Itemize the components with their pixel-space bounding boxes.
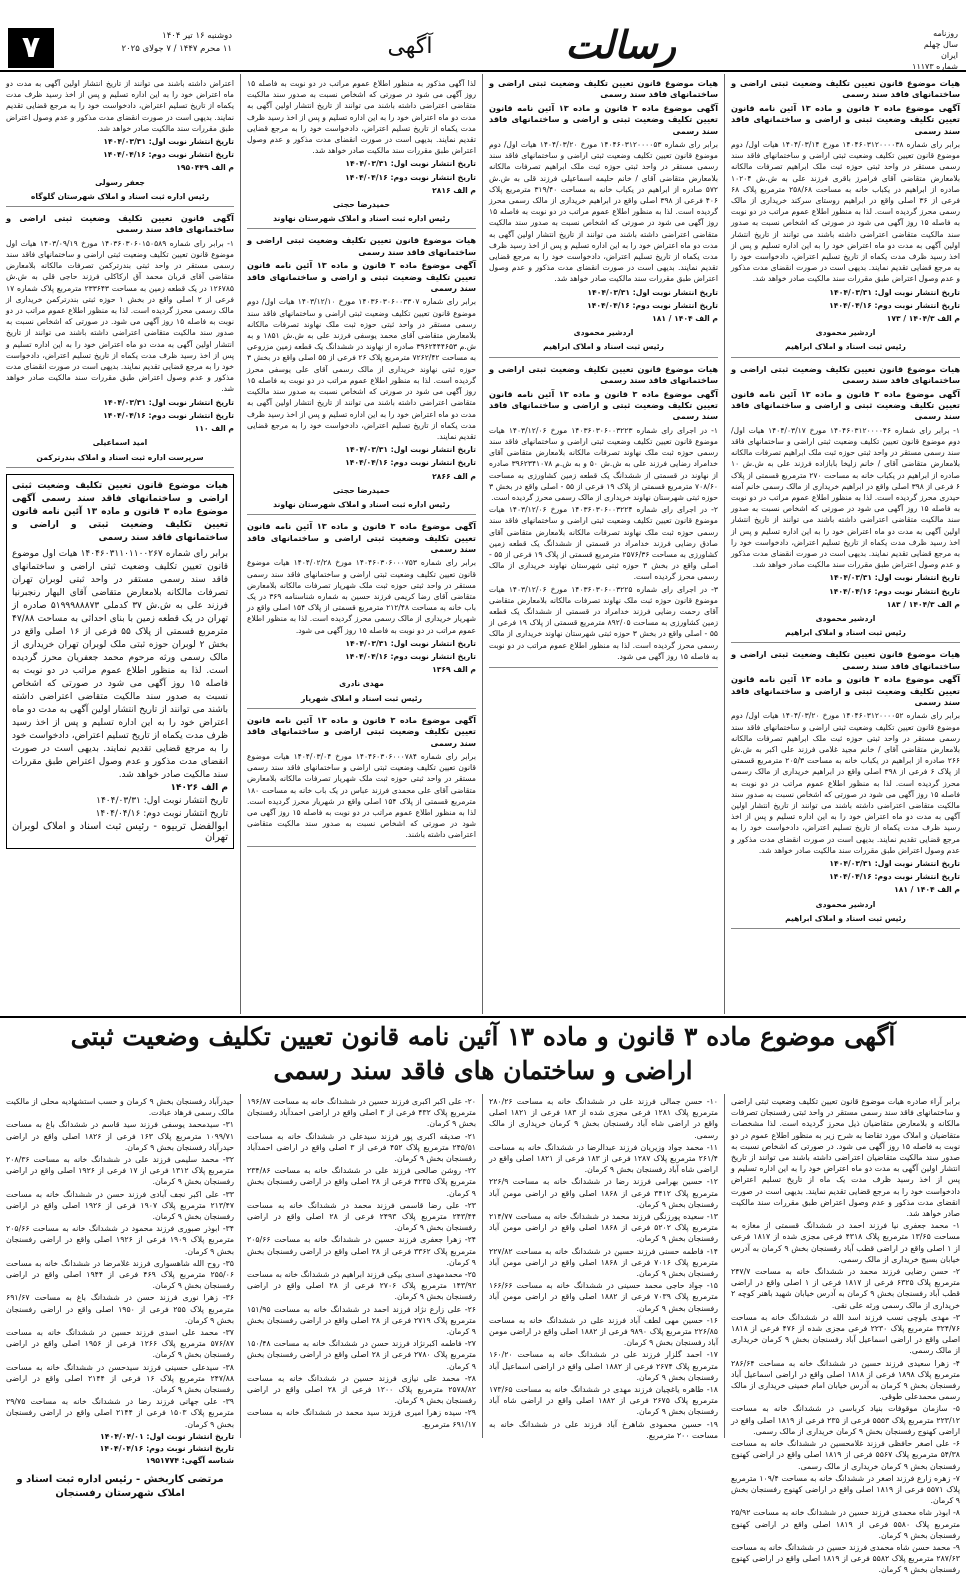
list-item: ۲۳- علی رضا قاسمی فرزند محمد در ششدانگ خانه به مساحت ۲۴۳/۴۴ مترمربع پلاک ۲۴۹۳ فرعی از ۲۸ اصلی واقع در اراضی رفسنجان بخش ۹ کرمان. (247, 1200, 477, 1233)
notice-code: م الف ۱۴۰۲۶ (170, 782, 228, 793)
list-item: ۱۵- جواد حاجی محمد حسینی در ششدانگ خانه به مساحت ۱۶۶/۶۶ مترمربع پلاک ۷۰۳۹ فرعی از ۱۸۸۲ اصلی واقع در اراضی مومن آباد رفسنجان بخش ۹ کرمان. (489, 1281, 719, 1313)
notice-signer-title: سرپرست اداره ثبت اسناد و املاک بندرترکمن (36, 452, 204, 462)
notice-body: برابر رای شماره ۱۴۰۴۶۰۳۱۲۰۰۰۰۵۳ مورخ ۱۴۰۴/۰۳/۲۰ هیات اول/ دوم موضوع قانون تعیین تکلیف وضعیت ثبتی اراضی و ساختمانهای فاقد سند رسمی مستقر در واحد ثبتی حوزه ثبت ملک ابراهیم تصرفات مالکانه بلامعارض متقاضی آقای / خانم حلیمه اسماعیلی فرزند قلی به ش.ش ۵۷۲ صادره از ابراهیم در یکباب خانه به مساحت ۳۱۹/۴۰ مترمربع پلاک ۴۰۶ فرعی از ۳۹۸ اصلی واقع در ابراهیم خریداری از مالک رسمی محرز گردیده است. لذا به منظور اطلاع عموم مراتب در دو نوبت به فاصله ۱۵ روز آگهی می شود در صورتی که اشخاص نسبت به صدور سند مالکیت متقاضی اعتراضی داشته باشند می توانند از تاریخ انتشار اولین آگهی به مدت دو ماه اعتراض خود را به این اداره تسلیم و پس از اخذ رسید ظرف مدت یکماه از تاریخ تسلیم اعتراض، دادخواست خود را به مرجع قضایی تقدیم نمایند. بدیهی است در صورت انقضای مدت مذکور و عدم وصول اعتراض طبق مقررات سند مالکیت صادر خواهد شد. (489, 140, 718, 284)
item-list (6, 1096, 234, 1430)
notice-code: م الف ۱۹۵۰۴۴۹ (176, 163, 234, 173)
notice-body: برابر رای شماره ۱۴۰۴۶۰۳۱۱۰۱۱۰۰۲۶۷ هیات اول موضوع قانون تعیین تکلیف وضعیت ثبتی اراضی و ساختمانهای فاقد سند رسمی مستقر در واحد ثبتی لوبران تهران تصرفات مالکانه بلامعارض متقاضی آقای الیهار رنجبرنیا فرزند علی به ش.ش ۳۷ کدملی ۵۱۹۹۹۸۸۸۷۳ صادره از تهران در یک قطعه زمین با بنای احداثی به مساحت ۴۷/۸۸ مترمربع قسمتی از پلاک ۵۵ فرعی از ۱۶ اصلی واقع در بخش ۲ لوبران حوزه ثبتی ملک لوبران تهران خریداری از مالک رسمی ورثه مرحوم محمد جعفریان محرز گردیده است. لذا به منظور اطلاع عموم مراتب در دو نوبت به فاصله ۱۵ روز آگهی می شود در صورتی که اشخاص نسبت به صدور سند مالکیت متقاضی اعتراضی داشته باشند می توانند از تاریخ انتشار اولین آگهی به مدت دو ماه اعتراض خود را به این اداره تسلیم و پس از اخذ رسید ظرف مدت یکماه از تاریخ تسلیم اعتراض، دادخواست خود را به مرجع قضایی تقدیم نمایند. بدیهی است در صورت انقضای مدت مذکور و عدم وصول اعتراض طبق مقررات سند مالکیت صادر خواهد شد. (12, 548, 229, 780)
notice (247, 78, 476, 229)
notice-column-3 (240, 74, 482, 1014)
notice-subtitle: آگهی موضوع ماده ۳ قانون و ماده ۱۳ آئین نامه قانون تعیین تکلیف وضعیت ثبتی و اراضی و ساختمانهای فاقد سند رسمی (731, 102, 960, 136)
notice-signer: مهدی نادری (339, 679, 384, 689)
list-item: ۹- محمد حسن شاه محمدی فرزند حسین در ششدانگ خانه به مساحت ۲۸۷/۶۳ مترمربع پلاک ۵۵۸۲ فرعی از ۱۸۱۹ اصلی واقع در اراضی کهنوج رفسنجان بخش ۹ کرمان. (731, 1542, 960, 1575)
list-item: ۲۴- زهرا جعفری فرزند حسین در ششدانگ خانه به مساحت ۲۰۵/۶۶ مترمربع پلاک ۳۳۶۲ فرعی از ۲۸ اصلی واقع در اراضی رفسنجان بخش ۹ کرمان. (247, 1235, 477, 1267)
notice-date-1: تاریخ انتشار نوبت اول: ۱۴۰۴/۰۳/۳۱ (345, 445, 476, 455)
list-item: ۱۴- فاطمه حسنی فرزند حسین در ششدانگ خانه به مساحت ۲۲۷/۸۲ مترمربع پلاک ۷۰۱۶ فرعی از ۱۸۶۸ اصلی واقع در اراضی مومن آباد رفسنجان بخش ۹ کرمان. (489, 1246, 719, 1279)
notice-signer-title: رئیس اداره ثبت اسناد و املاک شهرستان گلوگاه (30, 191, 210, 201)
notice-subtitle: آگهی موضوع ماده ۳ قانون و ماده ۱۳ آئین نامه قانون تعیین تکلیف وضعیت ثبتی و اراضی و ساختمانهای فاقد سند رسمی (489, 388, 718, 422)
notice-date-1: تاریخ انتشار نوبت اول: ۱۴۰۴/۰۳/۳۱ (829, 287, 960, 297)
notice-column-2 (482, 74, 724, 1014)
notice-signer-title: رئیس ثبت اسناد و املاک ابراهیم (785, 913, 906, 923)
big-notice-column-3 (240, 1094, 482, 1438)
notice-date-2: تاریخ انتشار نوبت دوم: ۱۴۰۴/۰۴/۱۶ (587, 300, 718, 310)
notice (6, 78, 234, 207)
masthead (0, 0, 966, 72)
notice-code: م الف ۱۳۶۹ (432, 665, 476, 675)
notice-body: لذا آگهی مذکور به منظور اطلاع عموم مراتب در دو نوبت به فاصله ۱۵ روز آگهی می شود در صورتی که اشخاص نسبت به صدور سند مالکیت متقاضی اعتراضی داشته باشند می توانند از تاریخ انتشار اولین آگهی به مدت دو ماه اعتراض خود را به این اداره تسلیم و پس از اخذ رسید ظرف مدت یکماه از تاریخ تسلیم اعتراض، دادخواست خود را به مرجع قضایی تقدیم نمایند. بدیهی است در صورت انقضای مدت مذکور و عدم وصول اعتراض طبق مقررات سند مالکیت صادر خواهد شد. (247, 79, 476, 156)
notice (731, 78, 960, 358)
notice-title: هیات موضوع قانون تعیین تکلیف وضعیت ثبتی اراضی و ساختمانهای فاقد سند رسمی (731, 78, 960, 100)
list-item: ۴- زهرا سعیدی فرزند حسین در ششدانگ خانه به مساحت ۲۸۶/۶۴ مترمربع پلاک ۱۸۹۸ فرعی از ۱۸۱۸ اصلی واقع در اراضی اسماعیل آباد رفسنجان بخش ۹ کرمان به آدرس خیابان امام خمینی خریداری از مالک رسمی محمدعلی طوقی. (731, 1358, 961, 1402)
notice-date-1: تاریخ انتشار نوبت اول: ۱۴۰۴/۰۳/۳۱ (345, 638, 476, 648)
big-notice-body (0, 1094, 966, 1575)
notice-date-2: تاریخ انتشار نوبت دوم: ۱۴۰۴/۰۴/۱۶ (829, 872, 960, 882)
notice (489, 78, 718, 358)
notice-date-2: تاریخ انتشار نوبت دوم: ۱۴۰۴/۰۴/۱۶ (829, 586, 960, 596)
notice (6, 213, 234, 468)
big-notice-date-2: تاریخ انتشار نوبت دوم: ۱۴۰۴/۰۴/۱۶ (99, 1444, 234, 1454)
list-item: ۲۹- سیده زهرا امیری فرزند سید محمد در ششدانگ خانه به مساحت ۶۹۱/۱۷ مترمربع. (247, 1408, 476, 1429)
notice-column-1 (724, 74, 966, 1014)
list-item: ۳۵- روح الله شاهسواری فرزند غلامرضا در ششدانگ خانه به مساحت ۲۵۵/۰۶ مترمربع پلاک ۴۶۹ فرعی از ۱۹۴۴ اصلی واقع در اراضی رفسنجان بخش ۹ کرمان. (6, 1258, 235, 1291)
notice-signer: ابوالفضل تربیوه - رئیس ثبت اسناد و املاک لوبران تهران (12, 820, 228, 843)
boxed-notice (6, 474, 234, 849)
notice-body: ۱- برابر رای شماره ۱۴۰۳۶۰۳۰۶۰۱۵۰۵۸۹ مورخ ۱۴۰۳/۰۹/۱۹ هیات اول موضوع قانون تعیین تکلیف وضعیت ثبتی اراضی و ساختمانهای فاقد سند رسمی مستقر در واحد ثبتی بندرترکمن تصرفات مالکانه بلامعارض متقاضی آقای قربان محمد آق ارکاکلی فرزند حاجی قلی به ش.ش ۱۲۶۷۸۵ در یک قطعه زمین به مساحت ۲۳۳۶۴۳ مترمربع پلاک شماره ۱۷ فرعی از ۲ اصلی واقع در بخش ۱ حوزه ثبتی بندرترکمن خریداری از مالک رسمی محرز گردیده است. لذا به منظور اطلاع عموم مراتب در دو نوبت به فاصله ۱۵ روز آگهی می شود. در صورتی که اشخاص نسبت به صدور سند مالکیت متقاضی اعتراضی داشته باشند می توانند از تاریخ انتشار اولین آگهی به مدت دو ماه اعتراض خود را به این اداره تسلیم و پس از اخذ رسید ظرف مدت یکماه از تاریخ تسلیم اعتراض، دادخواست خود را به مرجع قضایی تقدیم نمایند. بدیهی است در صورت انقضای مدت مذکور و عدم وصول اعتراض طبق مقررات سند مالکیت صادر خواهد شد. (6, 238, 235, 394)
notice-body: ۲- در اجرای رای شماره ۱۴۰۳۶۰۳۰۶۰۰۳۲۲۴ مورخ ۱۴۰۳/۱۲/۰۶ هیات موضوع قانون تعیین تکلیف وضعیت ثبتی اراضی و ساختمانهای فاقد سند رسمی حوزه ثبت ملک نهاوند تصرفات مالکانه بلامعارض متقاضی آقای صادق رضایی فرزند خدامراد در قسمتی از ششدانگ یک قطعه زمین کشاورزی به مساحت ۲۵۷۶/۳۶ مترمربع قسمتی از پلاک ۱۹ فرعی از ۵۵ - اصلی واقع در بخش ۳ حوزه ثبتی شهرستان نهاوند خریداری از مالک رسمی محرز گردیده است. (489, 505, 718, 582)
notice-signer-title: رئیس ثبت اسناد و املاک ابراهیم (543, 342, 664, 352)
list-item: ۲۵- محمدمهدی اسدی بیکی فرزند ابراهیم در ششدانگ خانه به مساحت ۱۴۳/۹۲ مترمربع پلاک ۲۷۰۶ فرعی از ۲۸ اصلی واقع در اراضی رفسنجان بخش ۹ کرمان. (247, 1270, 477, 1302)
notice-subtitle: آگهی موضوع ماده ۳ قانون و ماده ۱۳ آئین نامه قانون تعیین تکلیف وضعیت ثبتی و اراضی و ساختمانهای فاقد سند رسمی (731, 388, 960, 422)
list-item: ۳۳- علی اکبر نجف آبادی فرزند حسن در ششدانگ خانه به مساحت ۲۱۳/۴۷ مترمربع پلاک ۱۹۰۷ فرعی از ۱۹۲۶ اصلی واقع در اراضی رفسنجان بخش ۹ کرمان. (6, 1189, 235, 1222)
list-item: ۲۷- فاطمه اکبرنژاد فرزند حسن در ششدانگ خانه به مساحت ۱۵۰/۴۸ مترمربع پلاک ۲۷۸۰ فرعی از ۲۸ اصلی واقع در اراضی رفسنجان بخش ۹ کرمان. (247, 1339, 477, 1371)
notice-title: آگهی قانون تعیین تکلیف وضعیت ثبتی اراضی و ساختمانهای فاقد سند رسمی (6, 213, 234, 235)
brand-line: ایران (941, 51, 958, 60)
list-item: ۲۶- علی زارع نژاد فرزند احمد در ششدانگ خانه به مساحت ۱۵۱/۹۵ مترمربع پلاک ۲۷۱۹ فرعی از ۲۸ اصلی واقع در اراضی رفسنجان بخش ۹ کرمان. (247, 1304, 477, 1337)
notice-code: م الف ۱۱۰ (194, 424, 234, 434)
notice-code: م الف ۲۸۱۶ (432, 185, 476, 195)
big-notice-column-1 (724, 1094, 966, 1575)
notice-body: برابر رای شماره ۱۴۰۴۶۰۳۰۶۰۰۰۷۸۴ مورخ ۱۴۰۴/۰۳/۰۴ هیات موضوع قانون تعیین تکلیف وضعیت ثبتی اراضی و ساختمانهای فاقد سند رسمی مستقر در واحد ثبتی حوزه ثبت ملک شهریار تصرفات مالکانه بلامعارض متقاضی آقای علی محمدی فرزند عباس در یک باب خانه به مساحت ۱۸۰ مترمربع قسمتی از پلاک ۱۵۴ اصلی واقع در شهریار محرز گردیده است. لذا به منظور اطلاع عموم مراتب در دو نوبت به فاصله ۱۵ روز آگهی می شود در صورتی که اشخاص نسبت به صدور سند مالکیت متقاضی اعتراضی داشته باشند. (247, 752, 477, 840)
notice-column-4 (0, 74, 240, 1014)
notice-title: هیات موضوع قانون تعیین تکلیف وضعیت ثبتی اراضی و ساختمانهای فاقد سند رسمی (731, 649, 960, 671)
brand-line: سال چهلم (923, 40, 958, 49)
issue-date (62, 30, 232, 56)
list-item: ۵- سازمان موقوفات بنیاد کرباسی در ششدانگ خانه به مساحت ۲۲۳/۱۲ مترمربع پلاک ۵۵۵۳ فرعی از ۲۳۵ فرعی از ۱۸۱۹ اصلی واقع در اراضی کهنوج رفسنجان بخش ۹ کرمان خریداری از مالک رسمی. (731, 1404, 960, 1436)
notice-list (6, 78, 234, 468)
list-item: ۲۸- محمد علی نیازی فرزند حسین در ششدانگ خانه به مساحت ۲۵۷۸/۸۲ مترمربع پلاک ۱۲۰۰ فرعی از ۲۸ اصلی واقع در اراضی رفسنجان بخش ۹ کرمان. (247, 1373, 476, 1406)
notice-title: هیات موضوع قانون تعیین تکلیف وضعیت ثبتی اراضی و ساختمانهای فاقد سند رسمی (489, 78, 718, 100)
issue-info (878, 28, 958, 72)
list-item: ۳۸- سیدعلی حسینی فرزند سیدحسن در ششدانگ خانه به مساحت ۲۴۷/۸۸ مترمربع پلاک ۱۶ فرعی از ۲۱۴۴ اصلی واقع در اراضی رفسنجان بخش ۹ کرمان. (6, 1362, 235, 1395)
item-list (247, 1096, 476, 1430)
notice-date-2: تاریخ انتشار نوبت دوم: ۱۴۰۴/۰۴/۱۶ (345, 458, 476, 468)
notice-title: هیات موضوع قانون تعیین تکلیف وضعیت ثبتی اراضی و ساختمانهای فاقد سند رسمی (489, 363, 718, 386)
big-notice-column-4 (0, 1094, 240, 1499)
list-item: ۱۳- سعیده پورزنگی فرزند محمد در ششدانگ خانه به مساحت ۲۱۴/۷۷ مترمربع پلاک ۵۲۰۲ فرعی از ۱۸۶۸ اصلی واقع در اراضی مومن آباد رفسنجان بخش ۹ کرمان. (489, 1212, 719, 1244)
notice (731, 364, 960, 644)
notice-body: ۳- در اجرای رای شماره ۱۴۰۳۶۰۳۰۶۰۰۳۲۲۵ مورخ ۱۴۰۳/۱۲/۰۶ هیات موضوع قانون حوزه ثبت ملک نهاوند تصرفات مالکانه بلامعارض متقاضی آقای رحمت رضایی فرزند خدامراد در قسمتی از ششدانگ یک قطعه زمین کشاورزی به مساحت ۸۹۲/۰۵ مترمربع قسمتی از پلاک ۱۹ فرعی از ۵۵ - اصلی واقع در بخش ۳ حوزه ثبتی شهرستان نهاوند خریداری از مالک رسمی محرز گردیده است. لذا به منظور اطلاع عموم مراتب در دو نوبت به فاصله ۱۵ روز آگهی می شود. (489, 584, 718, 661)
notice-date-1: تاریخ انتشار نوبت اول: ۱۴۰۴/۰۳/۳۱ (829, 573, 960, 583)
notice-date-2: تاریخ انتشار نوبت دوم: ۱۴۰۴/۰۴/۱۶ (829, 300, 960, 310)
notice-title: هیات موضوع قانون تعیین تکلیف وضعیت ثبتی اراضی و ساختمانهای فاقد سند رسمی (731, 363, 960, 386)
notice-title: آگهی موضوع ماده ۳ قانون و ماده ۱۳ آئین نامه قانون تعیین تکلیف وضعیت ثبتی اراضی و ساختمانهای فاقد سند رسمی (247, 714, 476, 748)
notice-signer-title: رئیس اداره ثبت اسناد و املاک شهرستان نهاوند (273, 214, 450, 224)
notice-signer-title: رئیس ثبت اسناد و املاک ابراهیم (785, 342, 906, 352)
notice-date-1: تاریخ انتشار نوبت اول: ۱۴۰۴/۰۳/۳۱ (103, 397, 234, 407)
date-line: دوشنبه ۱۶ تیر ۱۴۰۴ (162, 31, 232, 41)
notice-signer: اردشیر محمودی (815, 328, 876, 338)
item-list (731, 1220, 960, 1575)
list-item: ۱۱- محمد جواد وزیریان فرزند عبدالرضا در ششدانگ خانه به مساحت ۲۶۱/۴ مترمربع پلاک ۱۲۸۷ فرعی از ۱۸۳ فرعی از ۱۸۲۱ اصلی واقع در اراضی شاه آباد رفسنجان بخش ۹ کرمان. (489, 1142, 718, 1175)
notice-code: م الف ۱۴۰۴/۳ / ۱۷۳ (886, 314, 960, 324)
list-item: ۱۷- احمد گلزار فرزند علی در ششدانگ خانه به مساحت ۱۶۰/۲۰ مترمربع پلاک ۲۶۷۴ فرعی از ۱۸۸۲ اصلی واقع در اراضی اسماعیل آباد رفسنجان بخش ۹ کرمان. (489, 1350, 719, 1382)
notice-signer: جعفر رسولی (95, 177, 145, 187)
notice-code: م الف ۱۴۰۴ / ۱۸۱ (894, 885, 960, 895)
list-item: ۲- حسن رضایی فرزند محمد در ششدانگ خانه به مساحت ۲۴۷/۷ مترمربع پلاک ۶۳۲۵ فرعی از ۱۸۱۷ فرعی از ۱ اصلی واقع در اراضی قطب آباد رفسنجان بخش ۹ کرمان به آدرس خیابان شهید باهنر کوچه ۲ خریداری از مالک رسمی ورثه علی نقی. (731, 1267, 961, 1310)
notice-date-1: تاریخ انتشار نوبت اول: ۱۴۰۴/۰۳/۳۱ (96, 795, 228, 806)
notice-date-1: تاریخ انتشار نوبت اول: ۱۴۰۴/۰۳/۳۱ (829, 859, 960, 869)
notice (247, 235, 476, 515)
notice-date-2: تاریخ انتشار نوبت دوم: ۱۴۰۴/۰۴/۱۶ (345, 651, 476, 661)
notice-code: م الف ۲۸۶۶ (432, 471, 476, 481)
notice-body: برابر رای شماره ۱۴۰۴۶۰۳۱۲۰۰۰۰۳۸ مورخ ۱۴۰۴/۰۳/۱۴ هیات اول/ دوم موضوع قانون تعیین تکلیف وضعیت ثبتی اراضی و ساختمانهای فاقد سند رسمی مستقر در واحد ثبتی حوزه ثبت ملک ابراهیم تصرفات مالکانه بلامعارض متقاضی آقای فرامرز باقری فرزند علی به ش.ش ۱۰۲۰۴ صادره از ابراهیم در یکباب خانه به مساحت ۲۵۸/۶۸ مترمربع پلاک ۶۸ فرعی از ۳۶ اصلی واقع در ابراهیم روستای سرکند خریداری از مالک رسمی محرز گردیده است. لذا به منظور اطلاع عموم مراتب در دو نوبت به فاصله ۱۵ روز آگهی می شود در صورتی که اشخاص نسبت به صدور سند مالکیت متقاضی اعتراضی داشته باشند می توانند از تاریخ انتشار اولین آگهی به مدت دو ماه اعتراض خود را به این اداره تسلیم و پس از اخذ رسید ظرف مدت یکماه از تاریخ تسلیم اعتراض، دادخواست خود را به مرجع قضایی تقدیم نمایند. بدیهی است در صورت انقضای مدت مذکور و عدم وصول اعتراض طبق مقررات سند مالکیت صادر خواهد شد. (731, 140, 960, 284)
notice-body: ۱- در اجرای رای شماره ۱۴۰۳۶۰۳۰۶۰۰۳۲۲۳ مورخ ۱۴۰۳/۱۲/۰۶ هیات موضوع قانون تعیین تکلیف وضعیت ثبتی اراضی و ساختمانهای فاقد سند رسمی حوزه ثبت ملک نهاوند تصرفات مالکانه بلامعارض متقاضی آقای خدامراد رضایی فرزند علی به ش.ش ۵۰ و به ش.م ۳۹۶۲۳۴۱۰۷۸ صادره از نهاوند در قسمتی از ششدانگ یک قطعه زمین کشاورزی به مساحت ۷۰۸/۶۰ مترمربع قسمتی از پلاک ۱۹ فرعی از ۵۵ - اصلی واقع در بخش ۳ حوزه ثبتی شهرستان نهاوند خریداری از مالک رسمی محرز گردیده است. (489, 425, 718, 502)
brand-line: روزنامه (933, 29, 958, 38)
list-item: ۳۶- زهرا نوری فرزند حسن در ششدانگ باغ به مساحت ۶۹۱/۶۷ مترمربع پلاک ۲۵۵ فرعی از ۱۹۵۰ اصلی واقع در اراضی رفسنجان بخش ۹ کرمان. (6, 1293, 235, 1325)
notice-signer: اردشیر محمودی (815, 613, 876, 623)
list-item: ۱۹- حسین محمودی شاهرخ آباد فرزند علی در ششدانگ خانه به مساحت ۲۰۰ مترمربع. (489, 1419, 718, 1440)
big-notice-column-2 (482, 1094, 724, 1438)
notice-code: م الف ۱۴۰۴ / ۱۸۱ (652, 314, 718, 324)
list-item: ۳۲- محمد سلیمی فرزند علی در ششدانگ خانه به مساحت ۲۰۸/۳۶ مترمربع پلاک ۱۳۱۲ فرعی از ۱۷ فرعی از ۱۹۲۶ اصلی واقع در اراضی رفسنجان بخش ۹ کرمان. (6, 1155, 235, 1187)
notice-title: آگهی موضوع ماده ۳ قانون و ماده ۱۳ آئین نامه قانون تعیین تکلیف وضعیت ثبتی اراضی و ساختمانهای فاقد سند رسمی (247, 521, 476, 554)
notice-body: ۱- برابر رای شماره ۱۴۰۴۶۰۳۱۲۰۰۰۰۴۶ مورخ ۱۴۰۴/۰۳/۱۷ هیات اول/ دوم موضوع قانون تعیین تکلیف وضعیت ثبتی اراضی و ساختمانهای فاقد سند رسمی مستقر در واحد ثبتی حوزه ثبت ملک ابراهیم تصرفات مالکانه بلامعارض متقاضی آقای / خانم زلیخا بابازاده فرزند علی به ش.ش ۱۰ صادره از ابراهیم در یکباب خانه به مساحت ۲۷۰ مترمربع قسمتی از پلاک ۶ فرعی از ۳۹۸ اصلی واقع در ابراهیم خریداری از مالک رسمی خانم آمنه حیدری محرز گردیده است. لذا به منظور اطلاع عموم مراتب در دو نوبت به فاصله ۱۵ روز آگهی می شود در صورتی که اشخاص نسبت به صدور سند مالکیت متقاضی اعتراضی داشته باشند می توانند از تاریخ انتشار اولین آگهی به مدت دو ماه اعتراض خود را به این اداره تسلیم و پس از اخذ رسید ظرف مدت یکماه از تاریخ تسلیم اعتراض، دادخواست خود را به مرجع قضایی تقدیم نمایند. بدیهی است در صورت انقضای مدت مذکور و عدم وصول اعتراض طبق مقررات سند مالکیت صادر خواهد شد. (731, 425, 961, 570)
notice-date-2: تاریخ انتشار نوبت دوم: ۱۴۰۴/۰۴/۱۶ (103, 410, 234, 420)
notice (247, 521, 476, 709)
list-item: ۶- علی اصغر حافظی فرزند غلامحسین در ششدانگ خانه به مساحت ۵۴/۳۸ مترمربع پلاک ۵۵۶۷ فرعی از ۱۸۱۹ اصلی واقع در اراضی کهنوج رفسنجان بخش ۹ کرمان خریداری از مالک رسمی. (731, 1439, 960, 1471)
notice-signer-title: رئیس اداره ثبت اسناد و املاک شهرستان نهاوند (273, 499, 450, 509)
list-item: ۱- محمد جعفری نیا فرزند احمد در ششدانگ قسمتی از مغازه به مساحت ۱۳/۶۵ مترمربع پلاک ۴۳۱۸ فرعی مجزی شده از ۱۸۱۷ فرعی از ۱ اصلی واقع در اراضی قطب آباد رفسنجان بخش ۹ کرمان به آدرس خیابان بسیج خریداری از مالک رسمی. (731, 1221, 960, 1264)
notice (247, 715, 476, 847)
list-item: حیدرآباد رفسنجان بخش ۹ کرمان و حسب استشهادیه محلی از مالکیت مالک رسمی فرهاد عبادت. (6, 1097, 234, 1118)
notice-date-1: تاریخ انتشار نوبت اول: ۱۴۰۴/۰۳/۳۱ (587, 287, 718, 297)
date-line: ۱۱ محرم ۱۴۴۷ / ۷ جولای ۲۰۲۵ (121, 44, 232, 54)
big-notice (0, 1016, 966, 1575)
newspaper-logo: رسالت (565, 22, 676, 67)
notice-body: برابر رای شماره ۱۴۰۴۶۰۳۱۲۰۰۰۰۵۲ مورخ ۱۴۰۴/۰۳/۲۰ هیات اول/ دوم موضوع قانون تعیین تکلیف وضعیت ثبتی اراضی و ساختمانهای فاقد سند رسمی مستقر در واحد ثبتی حوزه ثبت ملک ابراهیم تصرفات مالکانه بلامعارض متقاضی آقای / خانم مجید غلامی فرزند علی اکبر به ش.ش ۲۶۶ صادره از ابراهیم در یکباب خانه به مساحت ۲۰۵/۳ مترمربع قسمتی از پلاک ۶ فرعی از ۳۹۸ اصلی واقع در ابراهیم خریداری از مالک رسمی محرز گردیده است. لذا به منظور اطلاع عموم مراتب در دو نوبت به فاصله ۱۵ روز آگهی می شود در صورتی که اشخاص نسبت به صدور سند مالکیت متقاضی اعتراضی داشته باشند می توانند از تاریخ انتشار اولین آگهی به مدت دو ماه اعتراض خود را به این اداره تسلیم و پس از اخذ رسید ظرف مدت یکماه از تاریخ تسلیم اعتراض، دادخواست خود را به مرجع قضایی تقدیم نمایند. بدیهی است در صورت انقضای مدت مذکور و عدم وصول اعتراض طبق مقررات سند مالکیت صادر خواهد شد. (731, 711, 961, 855)
notice-subtitle: آگهی موضوع ماده ۳ قانون و ماده ۱۳ آئین نامه قانون تعیین تکلیف وضعیت ثبتی و اراضی و ساختمانهای فاقد سند رسمی (731, 674, 960, 707)
upper-notices (0, 74, 966, 1014)
notice-date-1: تاریخ انتشار نوبت اول: ۱۴۰۴/۰۳/۳۱ (103, 137, 234, 147)
list-item: ۳۷- محمد علی اسدی فرزند حسین در ششدانگ خانه به مساحت ۵۷۶/۸۷ مترمربع پلاک ۱۲۶۶ فرعی از ۱۹۵۶ اصلی واقع در اراضی رفسنجان بخش ۹ کرمان. (6, 1328, 235, 1360)
big-notice-code: شناسه آگهی: ۱۹۵۱۷۷۴ (145, 1456, 234, 1466)
notice (731, 649, 960, 929)
list-item: ۷- زهره زارع فرزند اصغر در ششدانگ خانه به مساحت ۱۰۹/۴ مترمربع پلاک ۵۵۷۱ فرعی از ۱۸۱۹ اصلی واقع در اراضی کهنوج رفسنجان بخش ۹ کرمان. (731, 1473, 961, 1506)
notice-signer: اردشیر محمودی (815, 899, 876, 909)
list-item: ۳- مهدی بلوچی نسب فرزند اسد الله در ششدانگ خانه به مساحت ۳۲۴/۷۶ مترمربع پلاک ۲۲۳۰ فرعی مجزی شده از ۴۷۶ فرعی از ۱۸۱۸ اصلی واقع در اراضی اسماعیل آباد رفسنجان بخش ۹ کرمان خریداری از مالک رسمی. (731, 1312, 961, 1356)
notice-code: م الف ۱۴۰۴/۳ / ۱۸۳ (886, 599, 960, 609)
notice-body: برابر رای شماره ۱۴۰۳۶۰۳۰۶۰۰۳۳۰۷ مورخ ۱۴۰۳/۱۲/۱۰ هیات اول/ دوم موضوع قانون تعیین تکلیف وضعیت ثبتی اراضی و ساختمانهای فاقد سند رسمی مستقر در واحد ثبتی حوزه ثبت ملک نهاوند تصرفات مالکانه بلامعارض متقاضی آقای محمد یوسفی فرزند علی به ش.ش ۱۸۵۱ و به ش.م ۳۹۶۲۴۴۴۶۵۳ صادره از نهاوند در ششدانگ یک قطعه زمین مزروعی به مساحت ۷۲۶۲/۴۲ مترمربع پلاک ۲۶ فرعی از ۵۵ اصلی واقع در بخش ۳ حوزه ثبتی نهاوند خریداری از مالک رسمی آقای علی یوسفی محرز گردیده است. لذا به منظور اطلاع عموم مراتب در دو نوبت به فاصله ۱۵ روز آگهی می شود در صورتی که اشخاص نسبت به صدور سند مالکیت متقاضی اعتراضی داشته باشند می توانند از تاریخ انتشار اولین آگهی به مدت دو ماه اعتراض خود را به این اداره تسلیم و پس از اخذ رسید ظرف مدت یکماه از تاریخ تسلیم اعتراض، دادخواست خود را به مرجع قضایی تقدیم نمایند. (247, 297, 476, 441)
big-notice-intro: برابر آراء صادره هیات موضوع قانون تعیین تکلیف وضعیت ثبتی اراضی و ساختمانهای فاقد سند رسمی مستقر در واحد ثبتی رفسنجان تصرفات مالکانه و بلامعارض متقاضیان ذیل محرز گردیده است. لذا مشخصات متقاضیان و املاک مورد تقاضا به شرح زیر به منظور اطلاع عموم در دو نوبت به فاصله ۱۵ روز آگهی می شود. در صورتی که اشخاص نسبت به صدور سند مالکیت متقاضیان اعتراضی داشته باشند می توانند از تاریخ انتشار اولین آگهی به مدت دو ماه اعتراض خود را به این اداره تسلیم و پس از اخذ رسید ظرف مدت یک ماه از تاریخ تسلیم اعتراض دادخواست خود را به مرجع قضایی تقدیم نمایند. بدیهی است در صورت انقضای مدت مذکور و عدم وصول اعتراض طبق مقررات سند مالکیت صادر خواهد شد. (731, 1097, 960, 1219)
list-item: ۱۶- حسین مهی لطف آباد فرزند علی در ششدانگ خانه به مساحت ۲۲۶/۸۵ مترمربع پلاک ۹۸۹۰ فرعی از ۱۸۸۲ اصلی واقع در اراضی مومن آباد رفسنجان بخش ۹ کرمان. (489, 1315, 718, 1348)
notice-signer: حمیدرضا حجتی (333, 485, 390, 495)
notice-signer: حمیدرضا حجتی (333, 200, 390, 210)
notice-signer-title: رئیس ثبت اسناد و املاک ابراهیم (785, 628, 906, 638)
notice-body: برابر رای شماره ۱۴۰۴۶۰۳۰۶۰۰۰۷۵۳ مورخ ۱۴۰۴/۰۲/۲۸ هیات موضوع قانون تعیین تکلیف وضعیت ثبتی اراضی و ساختمانهای فاقد سند رسمی مستقر در واحد ثبتی حوزه ثبت ملک شهریار تصرفات مالکانه بلامعارض متقاضی آقای رضا کریمی فرزند حسین به شماره شناسنامه ۳۶۹ در یک باب خانه به مساحت ۲۱۲/۴۸ مترمربع قسمتی از پلاک ۱۵۴ اصلی واقع در شهریار خریداری از مالک رسمی محرز گردیده است. لذا به منظور اطلاع عموم مراتب در دو نوبت به فاصله ۱۵ روز آگهی می شود. (247, 558, 476, 635)
list-item: ۲۱- صدیقه اکبری پور فرزند سیدعلی در ششدانگ خانه به مساحت ۲۴۵/۵۱ مترمربع پلاک ۴۵۲ فرعی از ۳ اصلی واقع در اراضی احمدآباد رفسنجان بخش ۹ کرمان. (247, 1131, 476, 1164)
big-notice-date-1: تاریخ انتشار نوبت اول: ۱۴۰۴/۰۴/۰۱ (99, 1431, 234, 1441)
list-item: ۳۱- سیدمحمد یوسفی فرزند سید قاسم در ششدانگ باغ به مساحت ۱۰۹۹/۷۱ مترمربع پلاک ۱۶۳ فرعی از ۱۸۲۶ اصلی واقع در اراضی حیدرآباد رفسنجان بخش ۹ کرمان. (6, 1120, 235, 1152)
list-item: ۱۸- طاهره یاغچیان فرزند مهدی در ششدانگ خانه به مساحت ۱۷۳/۶۵ مترمربع پلاک ۲۶۷۵ فرعی از ۱۸۸۲ اصلی واقع در اراضی شاه آباد رفسنجان بخش ۹ کرمان. (489, 1385, 719, 1417)
notice-signer: اردشیر محمودی (573, 328, 634, 338)
big-notice-signer: مرتضی کاربخش - رئیس اداره ثبت اسناد و املاک شهرستان رفسنجان (16, 1473, 224, 1499)
list-item: ۲۲- روشن صالحی فرزند علی در ششدانگ خانه به مساحت ۲۳۴/۸۶ مترمربع پلاک ۴۲۳۵ فرعی از ۲۸ اصلی واقع در اراضی رفسنجان بخش ۹ کرمان. (247, 1166, 477, 1198)
notice-subtitle: آگهی موضوع ماده ۳ قانون و ماده ۱۳ آئین نامه قانون تعیین تکلیف وضعیت ثبتی و اراضی و ساختمانهای فاقد سند رسمی (247, 260, 476, 294)
item-list (489, 1096, 718, 1441)
notice-date-1: تاریخ انتشار نوبت اول: ۱۴۰۴/۰۳/۳۱ (345, 159, 476, 169)
notice (489, 364, 718, 668)
notice-title: هیات موضوع قانون تعیین تکلیف وضعیت ثبتی اراضی و ساختمانهای فاقد سند رسمی آگهی موضوع ماده ۳ قانون و ماده ۱۳ آئین نامه قانون تعیین تکلیف وضعیت ثبتی و اراضی و ساختمانهای فاقد سند رسمی (12, 480, 228, 543)
list-item: ۱۰- حسن جمالی فرزند علی در ششدانگ خانه به مساحت ۲۸۰/۲۶ مترمربع پلاک ۱۲۸۱ فرعی مجزی شده از ۱۸۳ فرعی از ۱۸۲۱ اصلی واقع در اراضی شاه آباد رفسنجان بخش ۹ کرمان خریداری از مالک رسمی. (489, 1097, 719, 1140)
list-item: ۲۰- علی اکبر اکبری فرزند حسین در ششدانگ خانه به مساحت ۱۹۶/۸۷ مترمربع پلاک ۴۳۲ فرعی از ۳ اصلی واقع در اراضی احمدآباد رفسنجان بخش ۹ کرمان. (247, 1097, 476, 1129)
list-item: ۳۴- ابوذر صبوری فرزند محمود در ششدانگ خانه به مساحت ۲۰۵/۶۶ مترمربع پلاک ۱۹۰۹ فرعی از ۱۹۲۶ اصلی واقع در اراضی رفسنجان بخش ۹ کرمان. (6, 1224, 235, 1256)
notice-date-2: تاریخ انتشار نوبت دوم: ۱۴۰۴/۰۴/۱۶ (95, 808, 228, 819)
notice-date-2: تاریخ انتشار نوبت دوم: ۱۴۰۴/۰۴/۱۶ (345, 172, 476, 182)
notice-title: هیات موضوع قانون تعیین تکلیف وضعیت ثبتی اراضی و ساختمانهای فاقد سند رسمی (247, 235, 476, 257)
big-notice-title: آگهی موضوع ماده ۳ قانون و ماده ۱۳ آئین نامه قانون تعیین تکلیف وضعیت ثبتی اراضی و ساختمان های فاقد سند رسمی (70, 1022, 896, 1085)
page-number: ۷ (8, 28, 54, 68)
notice-signer-title: رئیس ثبت اسناد و املاک شهریار (300, 693, 423, 703)
notice-body: اعتراض داشته باشند می توانند از تاریخ انتشار اولین آگهی به مدت دو ماه اعتراض خود را به این اداره تسلیم و پس از اخذ رسید ظرف مدت یکماه از تاریخ تسلیم اعتراض، دادخواست خود را به مرجع قضایی تقدیم نمایند. بدیهی است در صورت انقضای مدت مذکور و عدم وصول اعتراض طبق مقررات سند مالکیت صادر خواهد شد. (6, 79, 234, 133)
notice-date-2: تاریخ انتشار نوبت دوم: ۱۴۰۴/۰۴/۱۶ (103, 150, 234, 160)
notice-subtitle: آگهی موضوع ماده ۳ قانون و ماده ۱۳ آئین نامه قانون تعیین تکلیف وضعیت ثبتی و اراضی و ساختمانهای فاقد سند رسمی (489, 102, 718, 136)
section-title: آگهی (387, 34, 433, 59)
list-item: ۱۲- حسین بهرامی فرزند رضا در ششدانگ خانه به مساحت ۲۲۶/۹ مترمربع پلاک ۳۴۱۲ فرعی از ۱۸۶۸ اصلی واقع در اراضی مومن آباد رفسنجان بخش ۹ کرمان. (489, 1177, 719, 1209)
list-item: ۸- ابوذر شاه محمدی فرزند حسین در ششدانگ خانه به مساحت ۲۵/۹۲ مترمربع پلاک ۵۵۸۰ فرعی از ۱۸۱۹ اصلی واقع در اراضی کهنوج رفسنجان بخش ۹ کرمان. (731, 1508, 960, 1540)
brand-line: شماره ۱۱۱۷۳ (912, 62, 958, 71)
list-item: ۳۹- علی جهانی فرزند رضا در ششدانگ خانه به مساحت ۲۹/۷۵ مترمربع پلاک ۱۵۰۳ فرعی از ۲۱۴۴ اصلی واقع در اراضی رفسنجان بخش ۹ کرمان. (6, 1397, 235, 1429)
notice-signer: امید اسماعیلی (92, 438, 148, 448)
